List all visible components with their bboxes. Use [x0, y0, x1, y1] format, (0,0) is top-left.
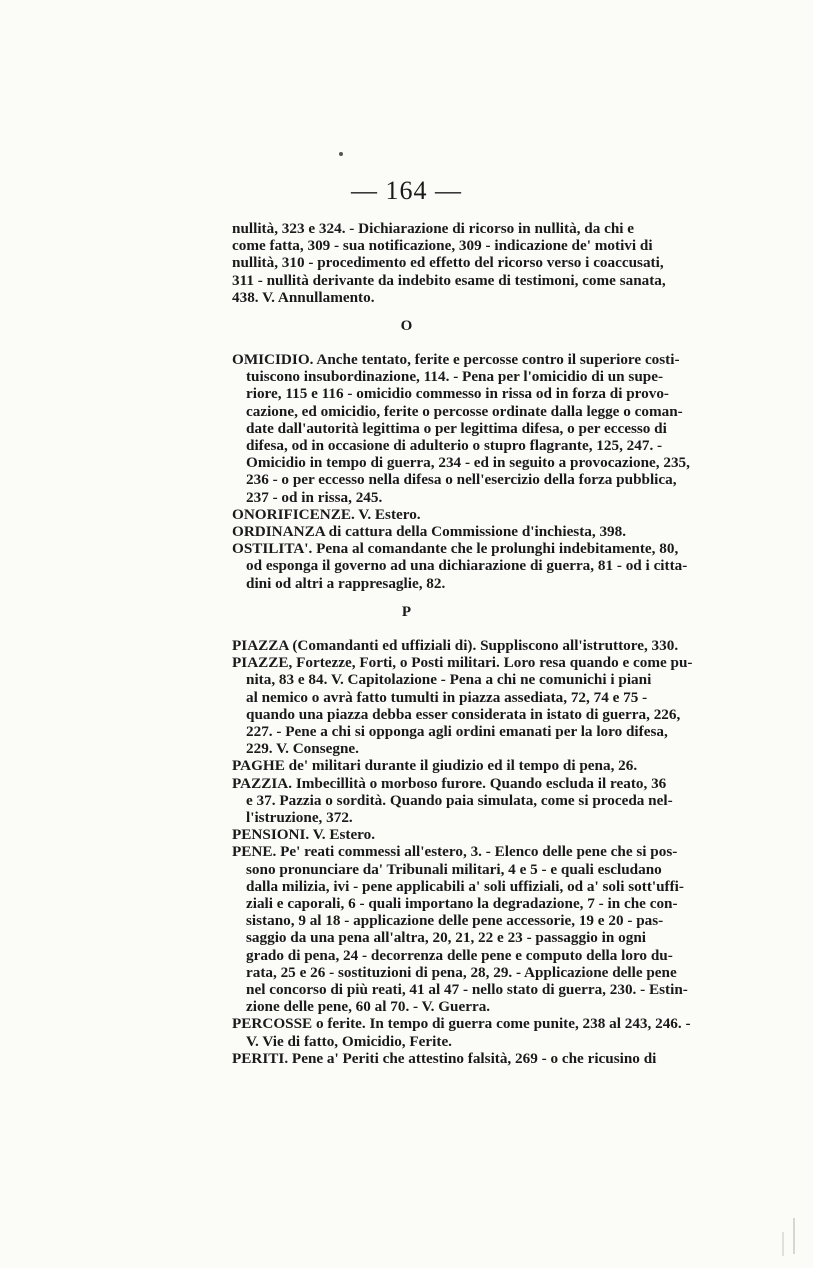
text-line: tuiscono insubordinazione, 114. - Pena per l'omicidio di un supe-	[246, 368, 664, 386]
text-line: 237 - od in rissa, 245.	[246, 488, 383, 506]
text-line: 227. - Pene a chi si opponga agli ordini emanati per la loro difesa,	[246, 723, 668, 741]
section-heading-p: P	[401, 604, 412, 620]
text-line: rata, 25 e 26 - sostituzioni di pena, 28, 29. - Applicazione delle pene	[246, 963, 677, 981]
text-line: dini od altri a rappresaglie, 82.	[246, 574, 446, 592]
entry-pazzia: PAZZIA. Imbecillità o morboso furore. Quando escluda il reato, 36	[232, 774, 667, 792]
text-line: e 37. Pazzia o sordità. Quando paia simulata, come si proceda nel-	[246, 791, 673, 809]
text-line: Omicidio in tempo di guerra, 234 - ed in seguito a provocazione, 235,	[246, 454, 690, 472]
text-line: V. Vie di fatto, Omicidio, Ferite.	[246, 1032, 452, 1050]
text-line: cazione, ed omicidio, ferite o percosse ordinate dalla legge o coman-	[246, 402, 683, 420]
text-line: nullità, 310 - procedimento ed effetto del ricorso verso i coaccusati,	[232, 254, 664, 272]
section-heading-o: O	[400, 318, 413, 334]
text-line: grado di pena, 24 - decorrenza delle pene e computo della loro du-	[246, 946, 673, 964]
text-line: quando una piazza debba esser considerata in istato di guerra, 226,	[246, 705, 681, 723]
entry-ostilita: OSTILITA'. Pena al comandante che le prolunghi indebitamente, 80,	[232, 540, 679, 558]
text-line: dalla milizia, ivi - pene applicabili a' soli uffiziali, od a' soli sott'uffi-	[246, 877, 684, 895]
entry-periti: PERITI. Pene a' Periti che attestino falsità, 269 - o che ricusino di	[232, 1049, 657, 1067]
section-o-entries	[232, 351, 742, 592]
text-line: 236 - o per eccesso nella difesa o nell'esercizio della forza pubblica,	[246, 471, 677, 489]
text-line: zione delle pene, 60 al 70. - V. Guerra.	[246, 998, 491, 1016]
text-line: riore, 115 e 116 - omicidio commesso in rissa od in forza di provo-	[246, 385, 669, 403]
page-number: — 164 —	[351, 176, 462, 205]
page-edge-mark	[793, 1218, 795, 1254]
entry-piazza: PIAZZA (Comandanti ed uffiziali di). Suppliscono all'istruttore, 330.	[232, 637, 679, 654]
section-p-entries	[232, 637, 742, 1067]
text-line: saggio da una pena all'altra, 20, 21, 22 e 23 - passaggio in ogni	[246, 929, 646, 947]
text-line: sistano, 9 al 18 - applicazione delle pene accessorie, 19 e 20 - pas-	[246, 912, 664, 930]
text-line: 229. V. Consegne.	[246, 740, 359, 758]
text-line: l'istruzione, 372.	[246, 809, 353, 827]
ink-speck	[339, 152, 343, 156]
text-line: 438. V. Annullamento.	[232, 288, 375, 306]
intro-continuation	[232, 220, 742, 306]
text-line: ziali e caporali, 6 - quali importano la degradazione, 7 - in che con-	[246, 895, 678, 913]
page-edge-mark	[782, 1232, 784, 1256]
text-line: come fatta, 309 - sua notificazione, 309 - indicazione de' motivi di	[232, 237, 653, 255]
entry-pensioni: PENSIONI. V. Estero.	[232, 826, 376, 844]
text-line: nel concorso di più reati, 41 al 47 - nello stato di guerra, 230. - Estin-	[246, 981, 688, 999]
text-line: 311 - nullità derivante da indebito esame di testimoni, come sanata,	[232, 271, 666, 289]
text-line: al nemico o avrà fatto tumulti in piazza assediata, 72, 74 e 75 -	[246, 688, 648, 706]
entry-ordinanza: ORDINANZA di cattura della Commissione d'inchiesta, 398.	[232, 523, 627, 541]
text-line: sono pronunciare da' Tribunali militari, 4 e 5 - e quali escludano	[246, 860, 662, 878]
text-line: nullità, 323 e 324. - Dichiarazione di ricorso in nullità, da chi e	[232, 220, 635, 237]
entry-paghe: PAGHE de' militari durante il giudizio ed il tempo di pena, 26.	[232, 757, 638, 775]
entry-piazze: PIAZZE, Fortezze, Forti, o Posti militari. Loro resa quando e come pu-	[232, 654, 693, 672]
entry-pene: PENE. Pe' reati commessi all'estero, 3. - Elenco delle pene che si pos-	[232, 843, 678, 861]
text-line: difesa, od in occasione di adulterio o stupro flagrante, 125, 247. -	[246, 437, 663, 455]
entry-omicidio: OMICIDIO. Anche tentato, ferite e percosse contro il superiore costi-	[232, 351, 680, 368]
text-line: od esponga il governo ad una dichiarazione di guerra, 81 - od i citta-	[246, 557, 688, 575]
text-line: nita, 83 e 84. V. Capitolazione - Pena a chi ne comunichi i piani	[246, 671, 652, 689]
entry-onorificenze: ONORIFICENZE. V. Estero.	[232, 505, 421, 523]
text-line: date dall'autorità legittima o per legittima difesa, o per eccesso di	[246, 419, 667, 437]
entry-percosse: PERCOSSE o ferite. In tempo di guerra come punite, 238 al 243, 246. -	[232, 1015, 691, 1033]
